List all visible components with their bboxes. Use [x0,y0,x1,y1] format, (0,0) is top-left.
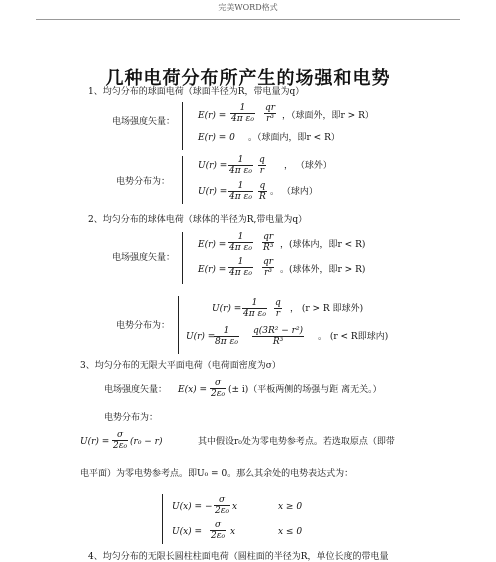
section-1-heading: 1、均匀分布的球面电荷（球面半径为R，带电量为q） [88,87,305,97]
s1-E2-condition: 。（球面内，即r < R） [248,133,340,143]
s1-U1-frac1: $\frac{1}{\text{4π ε₀}}$ [229,155,252,176]
s3-paragraph-line1: 其中假设r₀处为零电势参考点。若选取原点（即带 [198,437,395,447]
s3-paragraph-line2: 电平面）为零电势参考点。即U₀ = 0。那么其余处的电势表达式为： [80,469,354,479]
s3-E-lhs: E(x) = [178,385,208,395]
s3-potential-brace [162,494,163,544]
s2-U2-frac1: $\frac{1}{\text{8π ε₀}}$ [215,326,238,347]
section-3-heading: 3、均匀分布的无限大平面电荷（电荷面密度为σ） [80,361,281,371]
s2-E2-lhs: E(r) = [198,265,227,275]
s2-E1-frac1: $\frac{1}{\text{4π ε₀}}$ [229,232,252,253]
s1-E1-lhs: E(r) = [198,111,227,121]
s3-U-tail: (r₀ − r) [130,437,163,447]
s2-field-label: 电场强度矢量： [112,253,176,263]
s3-V1-lhs: U(x) = − [172,502,213,512]
section-4-heading: 4、均匀分布的无限长圆柱柱面电荷（圆柱面的半径为R，单位长度的带电量 [88,552,389,562]
s3-U-frac: $\frac{\sigma}{\text{2ε₀}}$ [113,430,128,451]
s1-field-label: 电场强度矢量： [112,117,176,127]
s3-potential-label: 电势分布为： [104,413,159,423]
s3-E-frac: $\frac{\sigma}{\text{2ε₀}}$ [211,378,226,399]
s1-U2-lhs: U(r) = [198,187,228,197]
s3-U-lhs: U(r) = [80,437,110,447]
s1-U1-frac2: $\frac{q}{r}$ [259,155,265,176]
s2-field-brace [182,232,183,284]
s2-U2-lhs: U(r) = [186,332,216,342]
s1-U2-condition: 。 （球内） [270,187,318,197]
s2-E1-frac2: $\frac{qr}{\text{R³}}$ [263,232,274,253]
s3-V2-lhs: U(x) = [172,527,203,537]
s1-U2-frac1: $\frac{1}{\text{4π ε₀}}$ [229,181,252,202]
s2-potential-label: 电势分布为： [116,321,171,331]
page-header: 完美WORD格式 [218,3,278,12]
s3-V2-x: x [230,527,236,537]
s1-U1-condition: ， （球外） [284,161,332,171]
s3-V2-condition: x ≤ 0 [278,527,303,537]
s2-E2-frac2: $\frac{qr}{\text{r³}}$ [263,257,274,278]
s2-E1-condition: ，(球体内，即r < R) [280,240,366,250]
s2-U1-condition: ， (r > R 即球外) [290,304,364,314]
header-rule [36,19,460,20]
s2-U2-condition: 。 (r < R即球内) [318,332,389,342]
s1-E1-frac1: $\frac{1}{\text{4π ε₀}}$ [231,103,254,124]
s1-E1-frac2: $\frac{qr}{\text{r³}}$ [265,103,276,124]
s1-field-brace [182,102,183,150]
s2-E1-lhs: E(r) = [198,240,227,250]
s2-U1-frac1: $\frac{1}{\text{4π ε₀}}$ [243,298,266,319]
s2-potential-brace [178,296,179,354]
s1-U1-lhs: U(r) = [198,161,228,171]
s1-potential-brace [182,156,183,204]
s2-E2-frac1: $\frac{1}{\text{4π ε₀}}$ [229,257,252,278]
s3-V1-condition: x ≥ 0 [278,502,303,512]
s2-U1-frac2: $\frac{q}{r}$ [275,298,281,319]
s1-U2-frac2: $\frac{q}{R}$ [259,181,266,202]
s2-U1-lhs: U(r) = [212,304,242,314]
s3-V2-frac: $\frac{\sigma}{\text{2ε₀}}$ [211,520,226,541]
s1-E1-condition: ，（球面外，即r > R） [282,111,374,121]
s3-field-label: 电场强度矢量： [104,385,168,395]
s3-V1-frac: $\frac{\sigma}{\text{2ε₀}}$ [215,495,230,516]
s1-E2: E(r) = 0 [198,133,235,143]
section-2-heading: 2、均匀分布的球体电荷（球体的半径为R,带电量为q） [88,215,308,225]
s3-E-tail: (± i)（平板两侧的场强与距 离无关。） [228,385,382,395]
document-title: 几种电荷分布所产生的场强和电势 [105,68,391,89]
s2-U2-frac2: $\frac{\text{q(3R² − r²)}}{\text{R³}}$ [253,326,304,347]
s2-E2-condition: 。(球体外，即r > R) [280,265,366,275]
s1-potential-label: 电势分布为： [116,177,171,187]
s3-V1-x: x [232,502,238,512]
